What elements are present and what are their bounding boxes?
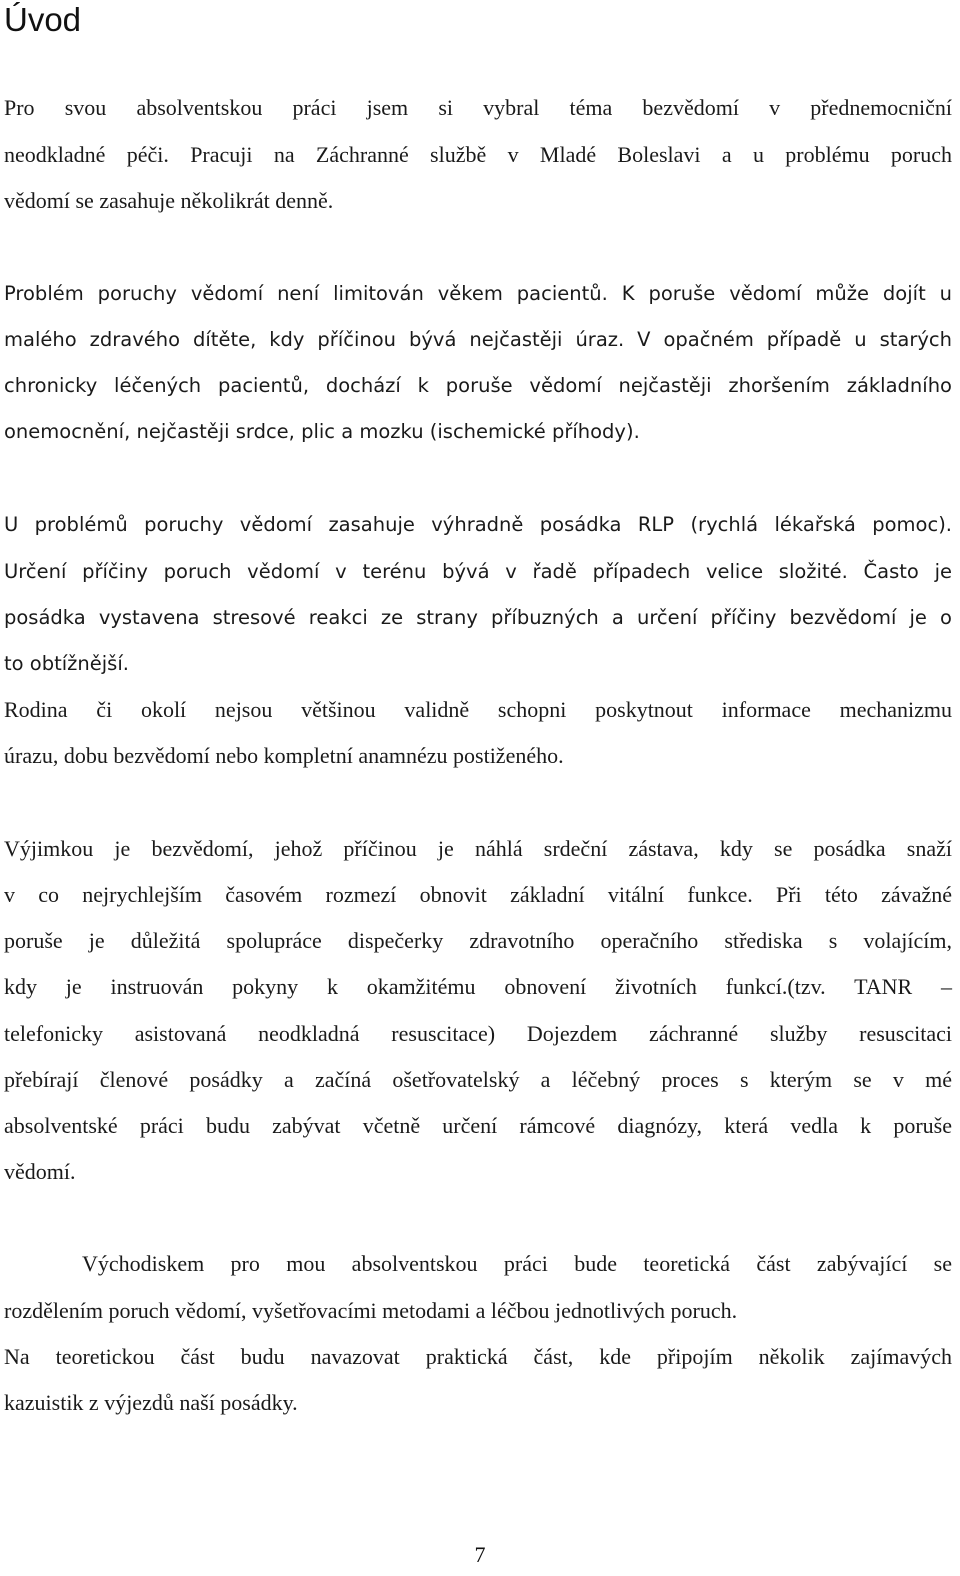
text-line: U problémů poruchy vědomí zasahuje výhradně posádka RLP (rychlá lékařská pomoc). xyxy=(4,513,952,536)
text-line: úrazu, dobu bezvědomí nebo kompletní anamnézu postiženého. xyxy=(4,743,564,768)
text-line: chronicky léčených pacientů, dochází k poruše vědomí nejčastěji zhoršením základního xyxy=(4,374,952,397)
text-line: Východiskem pro mou absolventskou práci bude teoretická část zabývající se xyxy=(82,1251,952,1276)
text-line: poruše je důležitá spolupráce dispečerky zdravotního operačního střediska s volajícím, xyxy=(4,928,952,953)
text-line: onemocnění, nejčastěji srdce, plic a mozku (ischemické příhody). xyxy=(4,420,640,443)
text-line: Problém poruchy vědomí není limitován věkem pacientů. K poruše vědomí může dojít u xyxy=(4,282,952,305)
text-line: Na teoretickou část budu navazovat praktická část, kde připojím několik zajímavých xyxy=(4,1344,952,1369)
page-number: 7 xyxy=(474,1542,486,1567)
text-line: rozdělením poruch vědomí, vyšetřovacími metodami a léčbou jednotlivých poruch. xyxy=(4,1298,738,1323)
text-line: Výjimkou je bezvědomí, jehož příčinou je náhlá srdeční zástava, kdy se posádka snaží xyxy=(4,836,952,861)
text-line: kdy je instruován pokyny k okamžitému obnovení životních funkcí.(tzv. TANR – xyxy=(4,974,952,999)
text-line: Pro svou absolventskou práci jsem si vybral téma bezvědomí v přednemocniční xyxy=(4,95,952,120)
section-heading: Úvod xyxy=(4,1,82,38)
text-line: telefonicky asistovaná neodkladná resuscitace) Dojezdem záchranné služby resuscitaci xyxy=(4,1021,952,1046)
text-line: vědomí se zasahuje několikrát denně. xyxy=(4,188,334,213)
text-line: Určení příčiny poruch vědomí v terénu bývá v řadě případech velice složité. Často je xyxy=(4,560,952,583)
text-line: neodkladné péči. Pracuji na Záchranné službě v Mladé Boleslavi a u problému poruch xyxy=(4,142,952,167)
text-line: vědomí. xyxy=(4,1159,76,1184)
text-line: posádka vystavena stresové reakci ze strany příbuzných a určení příčiny bezvědomí je o xyxy=(4,606,952,629)
text-line: kazuistik z výjezdů naší posádky. xyxy=(4,1390,298,1415)
text-line: malého zdravého dítěte, kdy příčinou bývá nejčastěji úraz. V opačném případě u starých xyxy=(4,328,952,351)
text-line: absolventské práci budu zabývat včetně určení rámcové diagnózy, která vedla k poruše xyxy=(4,1113,952,1138)
text-line: v co nejrychlejším časovém rozmezí obnovit základní vitální funkce. Při této závažné xyxy=(4,882,952,907)
text-line: to obtížnější. xyxy=(4,652,129,675)
text-line: Rodina či okolí nejsou většinou validně schopni poskytnout informace mechanizmu xyxy=(4,697,952,722)
text-line: přebírají členové posádky a začíná ošetřovatelský a léčebný proces s kterým se v mé xyxy=(4,1067,952,1092)
